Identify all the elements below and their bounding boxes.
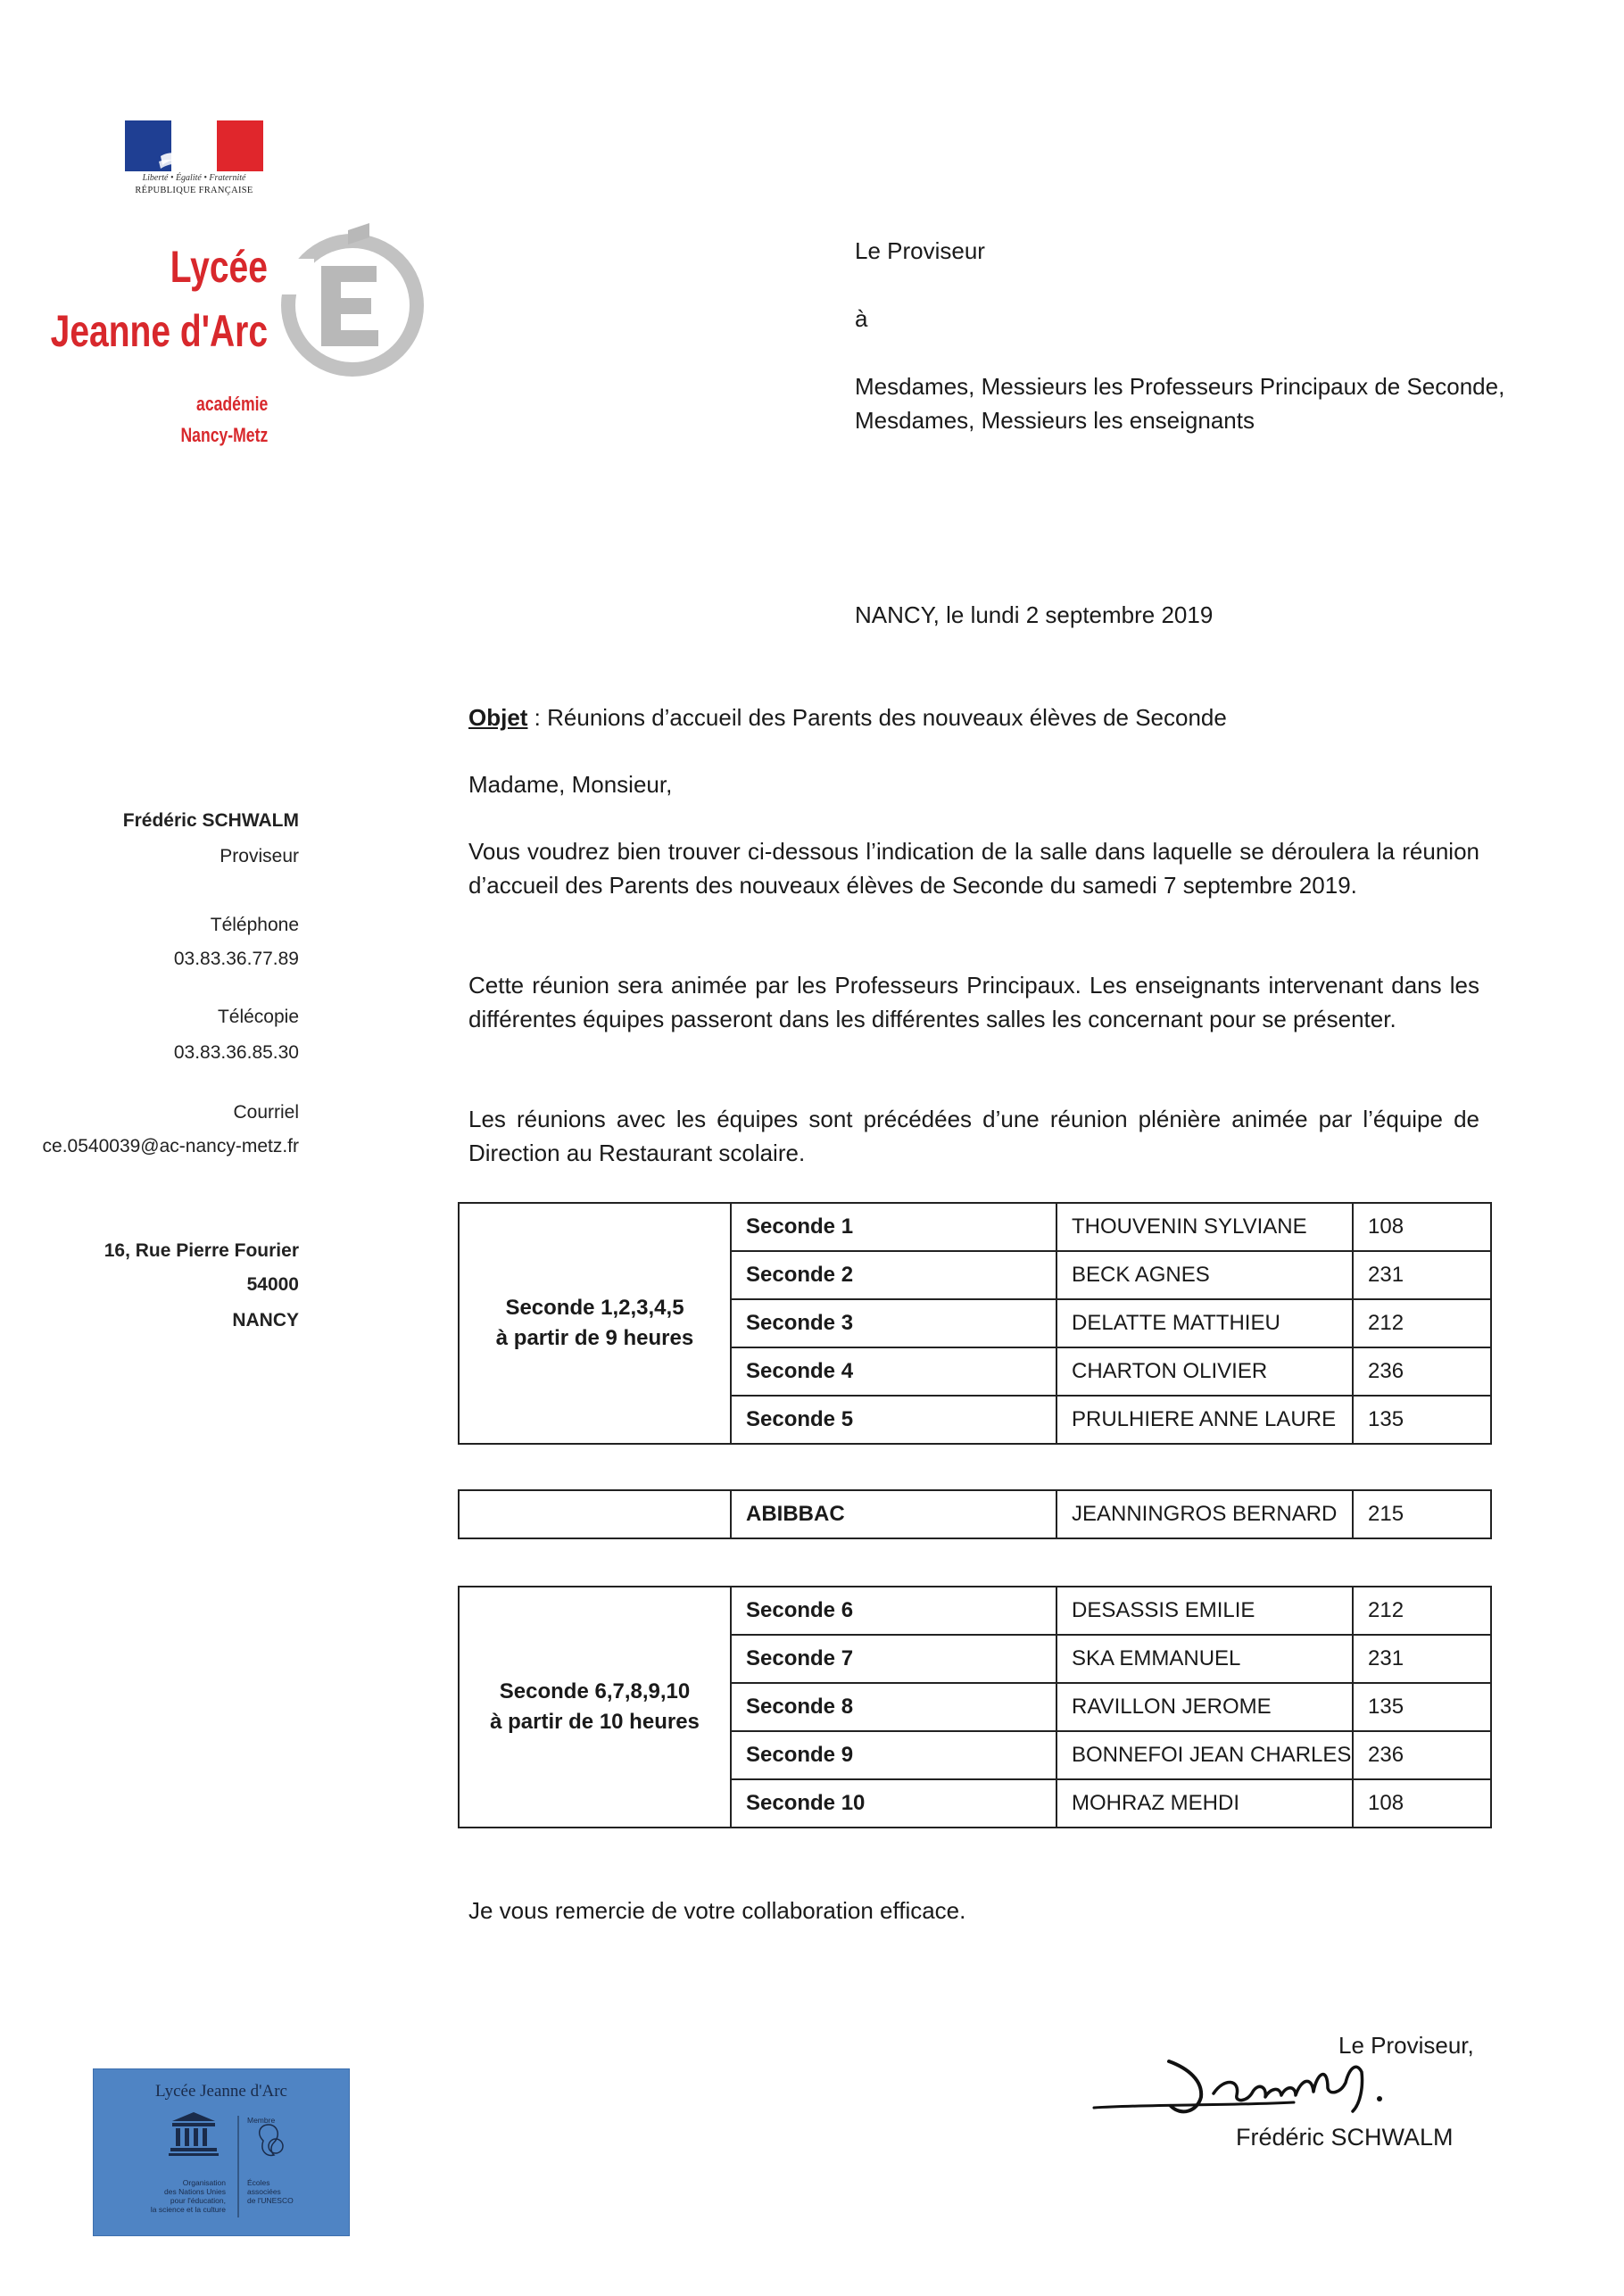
room-cell: 212 [1353,1299,1491,1347]
class-cell: Seconde 9 [731,1731,1056,1779]
unesco-badge-title: Lycée Jeanne d'Arc [155,2082,287,2101]
group-label: Seconde 6,7,8,9,10 [499,1679,691,1703]
group-time: à partir de 9 heures [495,1326,694,1350]
recipients-line2: Mesdames, Messieurs les enseignants [855,407,1255,434]
room-cell: 215 [1353,1490,1491,1538]
class-cell: Seconde 3 [731,1299,1056,1347]
unesco-schools-line: Écoles [247,2178,270,2187]
class-cell: Seconde 6 [731,1587,1056,1635]
teacher-cell: RAVILLON JEROME [1056,1683,1353,1731]
room-cell: 236 [1353,1731,1491,1779]
class-cell: Seconde 10 [731,1779,1056,1828]
unesco-schools-line: associées [247,2187,281,2196]
room-cell: 108 [1353,1203,1491,1251]
recipients [855,369,1504,437]
object-text: : Réunions d’accueil des Parents des nouveaux élèves de Seconde [527,704,1227,731]
group-time: à partir de 10 heures [490,1710,700,1734]
education-e-icon [277,223,428,384]
class-cell: ABIBBAC [731,1490,1056,1538]
table-row [459,1587,1491,1635]
room-cell: 231 [1353,1635,1491,1683]
school-name-line1: Lycée [170,242,268,292]
teacher-cell: MOHRAZ MEHDI [1056,1779,1353,1828]
date-line: NANCY, le lundi 2 septembre 2019 [855,601,1214,628]
room-cell: 212 [1353,1587,1491,1635]
school-logo [50,223,384,464]
recipients-line1: Mesdames, Messieurs les Professeurs Principaux de Seconde, [855,373,1505,400]
signature-name: Frédéric SCHWALM [1236,2124,1454,2151]
group-cell [459,1203,731,1444]
table-row [459,1490,1491,1538]
sidebar-address-street: 16, Rue Pierre Fourier [104,1240,299,1261]
salutation: Madame, Monsieur, [468,771,673,798]
object-label: Objet [468,704,528,731]
unesco-org-line: Organisation [182,2178,226,2187]
room-cell: 231 [1353,1251,1491,1299]
marianne-logo [125,120,263,205]
class-cell: Seconde 7 [731,1635,1056,1683]
schedule-table-9h [458,1202,1492,1445]
paragraph-3: Les réunions avec les équipes sont précédées d’une réunion plénière animée par l’équipe de Direction au Restaurant scolaire. [468,1106,1479,1166]
group-cell [459,1490,731,1538]
sidebar-email: ce.0540039@ac-nancy-metz.fr [42,1136,299,1156]
teacher-cell: SKA EMMANUEL [1056,1635,1353,1683]
teacher-cell: JEANNINGROS BERNARD [1056,1490,1353,1538]
signature-title: Le Proviseur, [1338,2032,1474,2059]
teacher-cell: BECK AGNES [1056,1251,1353,1299]
sidebar-address-zip: 54000 [246,1274,299,1295]
paragraph-2: Cette réunion sera animée par les Professeurs Principaux. Les enseignants intervenant dans les différentes équipes passeront dans les différentes salles les concernant pour se présenter. [468,972,1479,1032]
unesco-org-line: des Nations Unies [164,2187,226,2196]
unesco-member: Membre [247,2116,276,2125]
sidebar-phone-label: Téléphone [210,915,299,935]
schedule-table-abibac [458,1489,1492,1539]
group-label: Seconde 1,2,3,4,5 [505,1296,684,1320]
school-name-line2: Jeanne d'Arc [50,306,268,356]
schedule-table-10h [458,1586,1492,1828]
object-line [468,700,1479,734]
room-cell: 236 [1353,1347,1491,1396]
sidebar-address-city: NANCY [232,1310,299,1330]
republic-name: RÉPUBLIQUE FRANÇAISE [135,186,253,195]
unesco-schools-line: de l'UNESCO [247,2196,294,2205]
handwritten-signature [1089,2052,1517,2133]
teacher-cell: PRULHIERE ANNE LAURE [1056,1396,1353,1444]
sidebar-role: Proviseur [220,846,299,866]
sidebar-email-label: Courriel [233,1102,299,1123]
room-cell: 108 [1353,1779,1491,1828]
table-row [459,1203,1491,1251]
class-cell: Seconde 1 [731,1203,1056,1251]
unesco-org-line: la science et la culture [150,2205,226,2214]
room-cell: 135 [1353,1396,1491,1444]
class-cell: Seconde 8 [731,1683,1056,1731]
sidebar-fax-label: Télécopie [217,1007,299,1027]
academy-name: Nancy-Metz [180,424,268,446]
unesco-badge [93,2068,350,2236]
sender-title: Le Proviseur [855,237,985,264]
teacher-cell: THOUVENIN SYLVIANE [1056,1203,1353,1251]
class-cell: Seconde 5 [731,1396,1056,1444]
unesco-schools-text [247,2178,294,2205]
group-cell [459,1587,731,1828]
paragraph-1: Vous voudrez bien trouver ci-dessous l’indication de la salle dans laquelle se déroulera la réunion d’accueil des Parents des nouveaux élèves de Seconde du samedi 7 septembre 2019. [468,838,1479,899]
to-word: à [855,305,868,332]
class-cell: Seconde 2 [731,1251,1056,1299]
teacher-cell: CHARTON OLIVIER [1056,1347,1353,1396]
sidebar-phone: 03.83.36.77.89 [173,949,299,969]
teacher-cell: DELATTE MATTHIEU [1056,1299,1353,1347]
sidebar-fax: 03.83.36.85.30 [173,1042,299,1063]
teacher-cell: BONNEFOI JEAN CHARLES [1056,1731,1353,1779]
class-cell: Seconde 4 [731,1347,1056,1396]
marianne-profile-icon [143,120,250,171]
teacher-cell: DESASSIS EMILIE [1056,1587,1353,1635]
unesco-org-line: pour l'éducation, [170,2196,226,2205]
unesco-org-text [137,2178,226,2214]
republic-motto: Liberté • Égalité • Fraternité [142,173,246,183]
closing-line: Je vous remercie de votre collaboration efficace. [468,1897,966,1924]
room-cell: 135 [1353,1683,1491,1731]
sidebar-name: Frédéric SCHWALM [122,810,299,831]
academy-label: académie [195,393,268,415]
